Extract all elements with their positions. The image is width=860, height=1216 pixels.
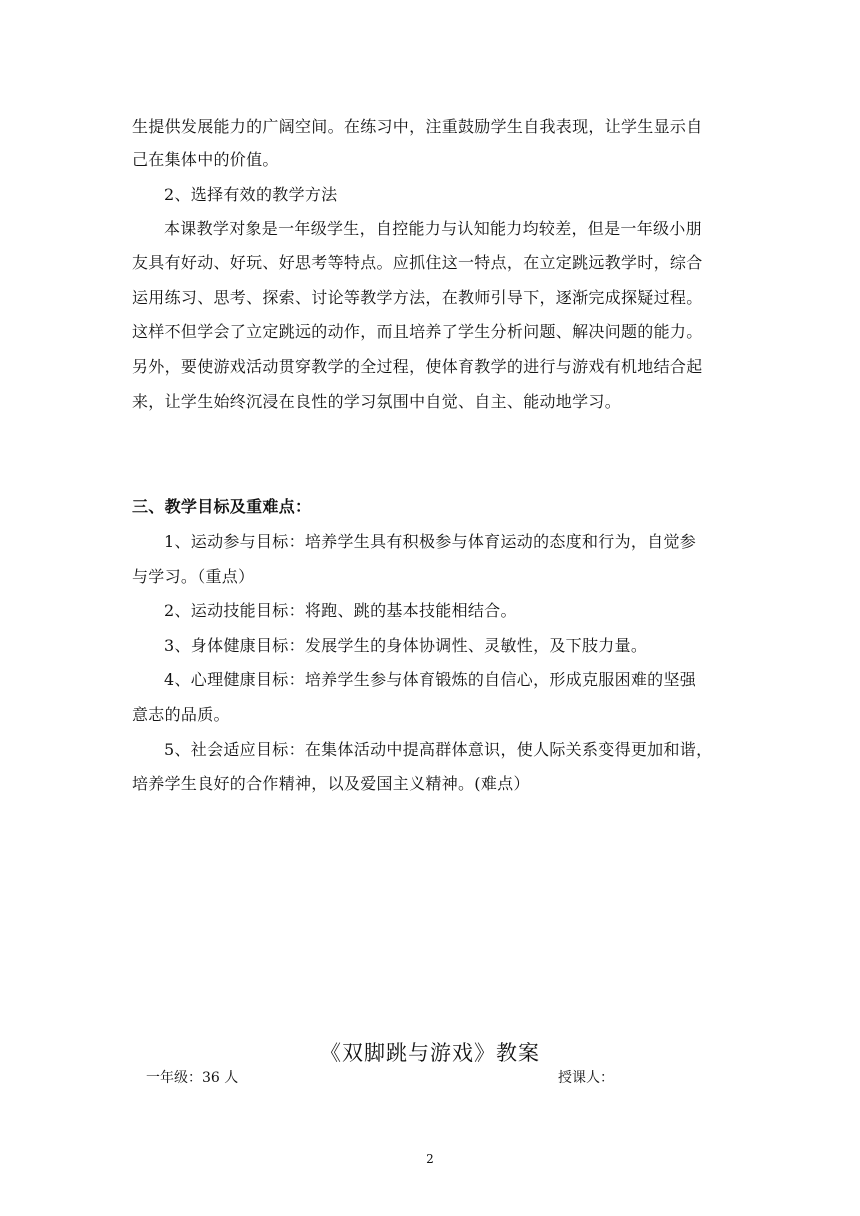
paragraph-line: 友具有好动、好玩、好思考等特点。应抓住这一特点，在立定跳远教学时，综合 xyxy=(132,253,703,272)
paragraph-line: 这样不但学会了立定跳远的动作，而且培养了学生分析问题、解决问题的能力。 xyxy=(132,322,703,341)
paragraph-line: 生提供发展能力的广阔空间。在练习中，注重鼓励学生自我表现，让学生显示自 xyxy=(132,117,703,136)
goal-line: 与学习。（重点） xyxy=(132,567,255,586)
goal-line: 1、运动参与目标：培养学生具有积极参与体育运动的态度和行为，自觉参 xyxy=(164,532,697,551)
goal-line: 意志的品质。 xyxy=(132,705,230,724)
paragraph-line: 己在集体中的价值。 xyxy=(132,150,279,169)
goal-line: 2、运动技能目标：将跑、跳的基本技能相结合。 xyxy=(164,601,517,620)
paragraph-line: 另外，要使游戏活动贯穿教学的全过程，使体育教学的进行与游戏有机地结合起 xyxy=(132,357,703,376)
goal-line: 培养学生良好的合作精神，以及爱国主义精神。(难点） xyxy=(132,774,530,793)
paragraph-line: 本课教学对象是一年级学生，自控能力与认知能力均较差，但是一年级小朋 xyxy=(164,219,702,238)
grade-info: 一年级：36 人 xyxy=(146,1070,239,1086)
goal-line: 3、身体健康目标：发展学生的身体协调性、灵敏性，及下肢力量。 xyxy=(164,636,648,655)
goal-line: 4、心理健康目标：培养学生参与体育锻炼的自信心，形成克服困难的坚强 xyxy=(164,670,697,689)
paragraph-line: 运用练习、思考、探索、讨论等教学方法，在教师引导下，逐渐完成探疑过程。 xyxy=(132,288,703,307)
paragraph-line: 来，让学生始终沉浸在良性的学习氛围中自觉、自主、能动地学习。 xyxy=(132,392,622,411)
goal-line: 5、社会适应目标：在集体活动中提高群体意识，使人际关系变得更加和谐， xyxy=(164,740,713,759)
subheading-teaching-method: 2、选择有效的教学方法 xyxy=(164,185,338,204)
section-heading: 三、教学目标及重难点： xyxy=(132,497,312,516)
page-number: 2 xyxy=(426,1152,434,1166)
lesson-plan-title: 《双脚跳与游戏》教案 xyxy=(320,1041,540,1065)
teacher-label: 授课人： xyxy=(558,1070,614,1086)
